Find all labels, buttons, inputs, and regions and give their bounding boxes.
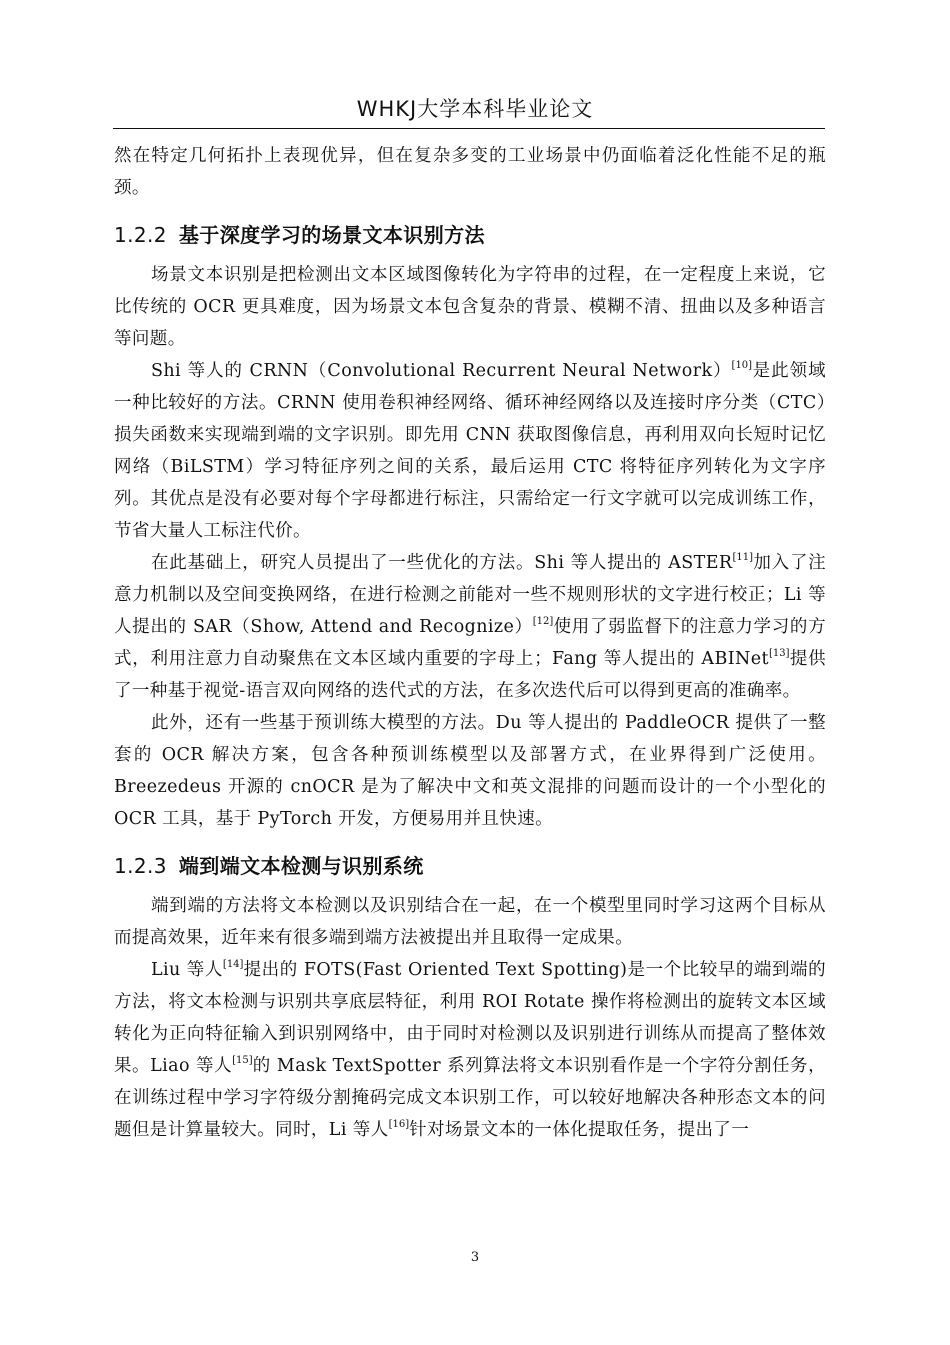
section-number: 1.2.3 <box>114 854 167 878</box>
citation-ref: [10] <box>731 360 753 371</box>
section-heading-1-2-2 <box>114 219 826 251</box>
paragraph-text: 针对场景文本的一体化提取任务，提出了一 <box>409 1120 750 1140</box>
paragraph: 端到端的方法将文本检测以及识别结合在一起，在一个模型里同时学习这两个目标从而提高效果，近年来有很多端到端方法被提出并且取得一定成果。 <box>114 896 826 948</box>
citation-ref: [14] <box>222 959 244 970</box>
section-title: 端到端文本检测与识别系统 <box>178 854 424 878</box>
paragraph: 此外，还有一些基于预训练大模型的方法。Du 等人提出的 PaddleOCR 提供了一整套的 OCR 解决方案，包含各种预训练模型以及部署方式，在业界得到广泛使用。Breezedeus 开源的 cnOCR 是为了解决中文和英文混排的问题而设计的一个小型化的 OCR 工具，基于 PyTorch 开发，方便易用并且快速。 <box>114 713 826 829</box>
citation-ref: [13] <box>768 648 790 659</box>
citation-ref: [12] <box>532 616 554 627</box>
header-rule <box>113 128 825 129</box>
paragraph-text: Liu 等人 <box>151 960 223 980</box>
citation-ref: [11] <box>732 552 753 563</box>
citation-ref: [16] <box>388 1119 410 1130</box>
running-header: WHKJ大学本科毕业论文 <box>356 97 594 121</box>
paragraph <box>114 547 826 707</box>
paragraph <box>114 954 826 1146</box>
section-title: 基于深度学习的场景文本识别方法 <box>178 223 485 247</box>
paragraph-text: Shi 等人的 CRNN（Convolutional Recurrent Neural Network） <box>151 361 732 381</box>
paragraph-text: 在此基础上，研究人员提出了一些优化的方法。Shi 等人提出的 ASTER <box>151 553 733 573</box>
paragraph-text: 加入了注意力机制以及空间变换网络，在进行检测之前能对一些不规则形状的文字进行校正；Li 等人提出的 SAR（Show, Attend and Recognize） <box>114 553 826 637</box>
page-body <box>114 140 826 1146</box>
paragraph <box>114 355 826 547</box>
section-number: 1.2.2 <box>114 223 167 247</box>
paragraph-text: 提出的 FOTS(Fast Oriented Text Spotting)是一个比较早的端到端的方法，将文本检测与识别共享底层特征，利用 ROI Rotate 操作将检测出的旋转文本区域转化为正向特征输入到识别网络中，由于同时对检测以及识别进行训练从而提高了整体效果。Liao 等人 <box>114 960 826 1076</box>
paragraph-text: 是此领域一种比较好的方法。CRNN 使用卷积神经网络、循环神经网络以及连接时序分类（CTC）损失函数来实现端到端的文字识别。即先用 CNN 获取图像信息，再利用双向长短时记忆网络（BiLSTM）学习特征序列之间的关系，最后运用 CTC 将特征序列转化为文字序列。其优点是没有必要对每个字母都进行标注，只需给定一行文字就可以完成训练工作，节省大量人工标注代价。 <box>114 361 826 541</box>
paragraph-text: 使用了弱监督下的注意力学习的方式，利用注意力自动聚焦在文本区域内重要的字母上；Fang 等人提出的 ABINet <box>114 617 826 669</box>
paragraph-text: 提供了一种基于视觉-语言双向网络的迭代式的方法，在多次迭代后可以得到更高的准确率。 <box>114 649 826 701</box>
paragraph-continuation: 然在特定几何拓扑上表现优异，但在复杂多变的工业场景中仍面临着泛化性能不足的瓶颈。 <box>114 146 826 198</box>
citation-ref: [15] <box>232 1055 253 1066</box>
section-heading-1-2-3 <box>114 850 826 882</box>
paragraph: 场景文本识别是把检测出文本区域图像转化为字符串的过程，在一定程度上来说，它比传统的 OCR 更具难度，因为场景文本包含复杂的背景、模糊不清、扭曲以及多种语言等问题。 <box>114 265 826 349</box>
paragraph-text: 的 Mask TextSpotter 系列算法将文本识别看作是一个字符分割任务，在训练过程中学习字符级分割掩码完成文本识别工作，可以较好地解决各种形态文本的问题但是计算量较大。同时，Li 等人 <box>114 1056 826 1140</box>
page-number: 3 <box>470 1250 480 1265</box>
